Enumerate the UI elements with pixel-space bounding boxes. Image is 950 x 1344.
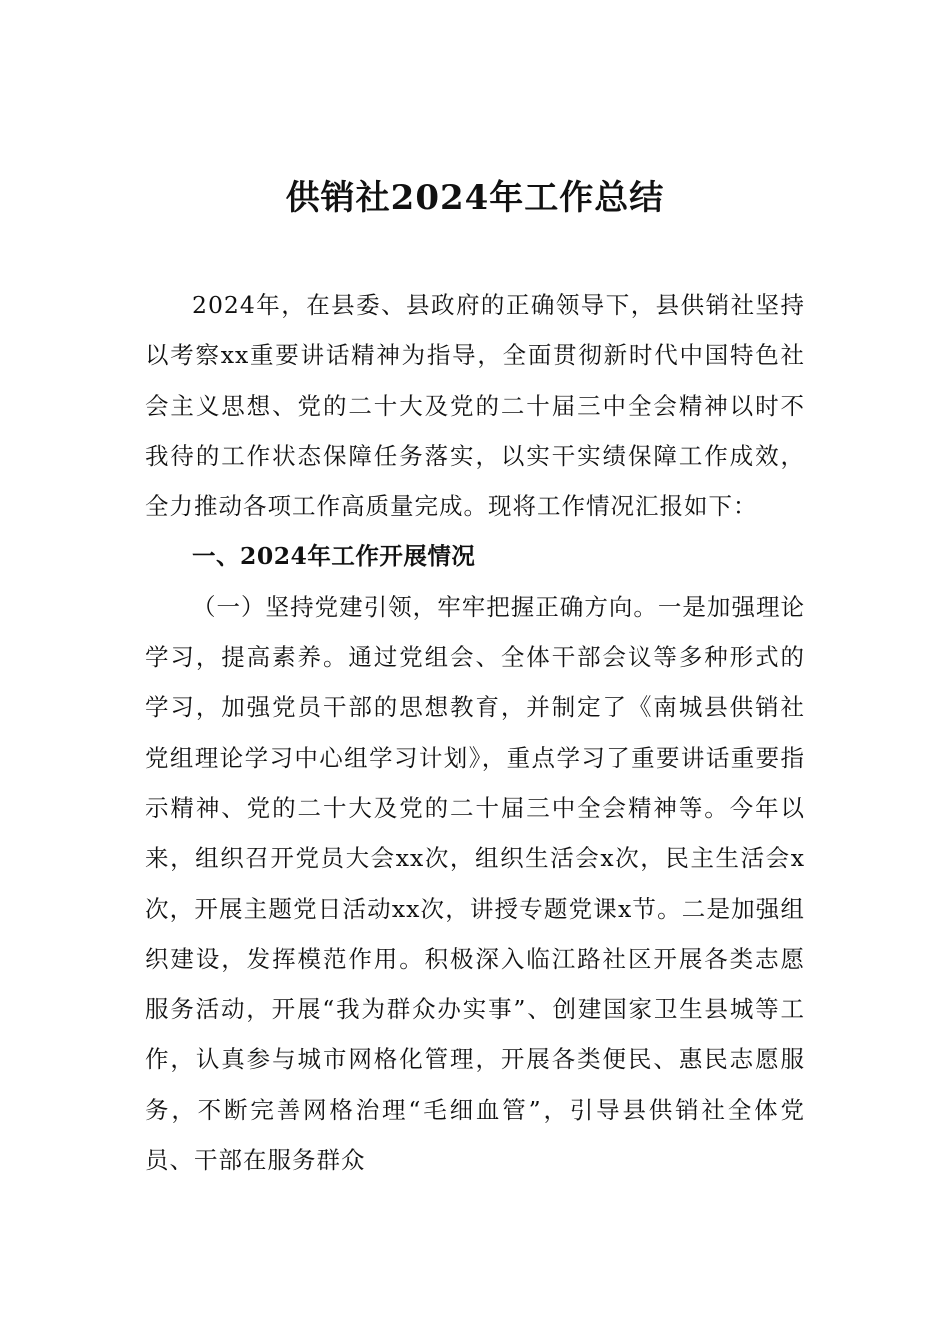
- section-paragraph: （一）坚持党建引领，牢牢把握正确方向。一是加强理论学习，提高素养。通过党组会、全体干部会议等多种形式的学习，加强党员干部的思想教育，并制定了《南城县供销社党组理论学习中心组学习计划》，重点学习了重要讲话重要指示精神、党的二十大及党的二十届三中全会精神等。今年以来，组织召开党员大会xx次，组织生活会x次，民主生活会x次，开展主题党日活动xx次，讲授专题党课x节。二是加强组织建设，发挥模范作用。积极深入临江路社区开展各类志愿服务活动，开展“我为群众办实事”、创建国家卫生县城等工作，认真参与城市网格化管理，开展各类便民、惠民志愿服务，不断完善网格治理“毛细血管”，引导县供销社全体党员、干部在服务群众: [145, 592, 805, 1175]
- document-body: [145, 280, 805, 1185]
- document-title: 供销社2024年工作总结: [285, 178, 665, 218]
- section-heading: 一、2024年工作开展情况: [192, 542, 476, 571]
- intro-paragraph: 2024年，在县委、县政府的正确领导下，县供销社坚持以考察xx重要讲话精神为指导，全面贯彻新时代中国特色社会主义思想、党的二十大及党的二十届三中全会精神以时不我待的工作状态保障任务落实，以实干实绩保障工作成效，全力推动各项工作高质量完成。现将工作情况汇报如下：: [145, 291, 805, 521]
